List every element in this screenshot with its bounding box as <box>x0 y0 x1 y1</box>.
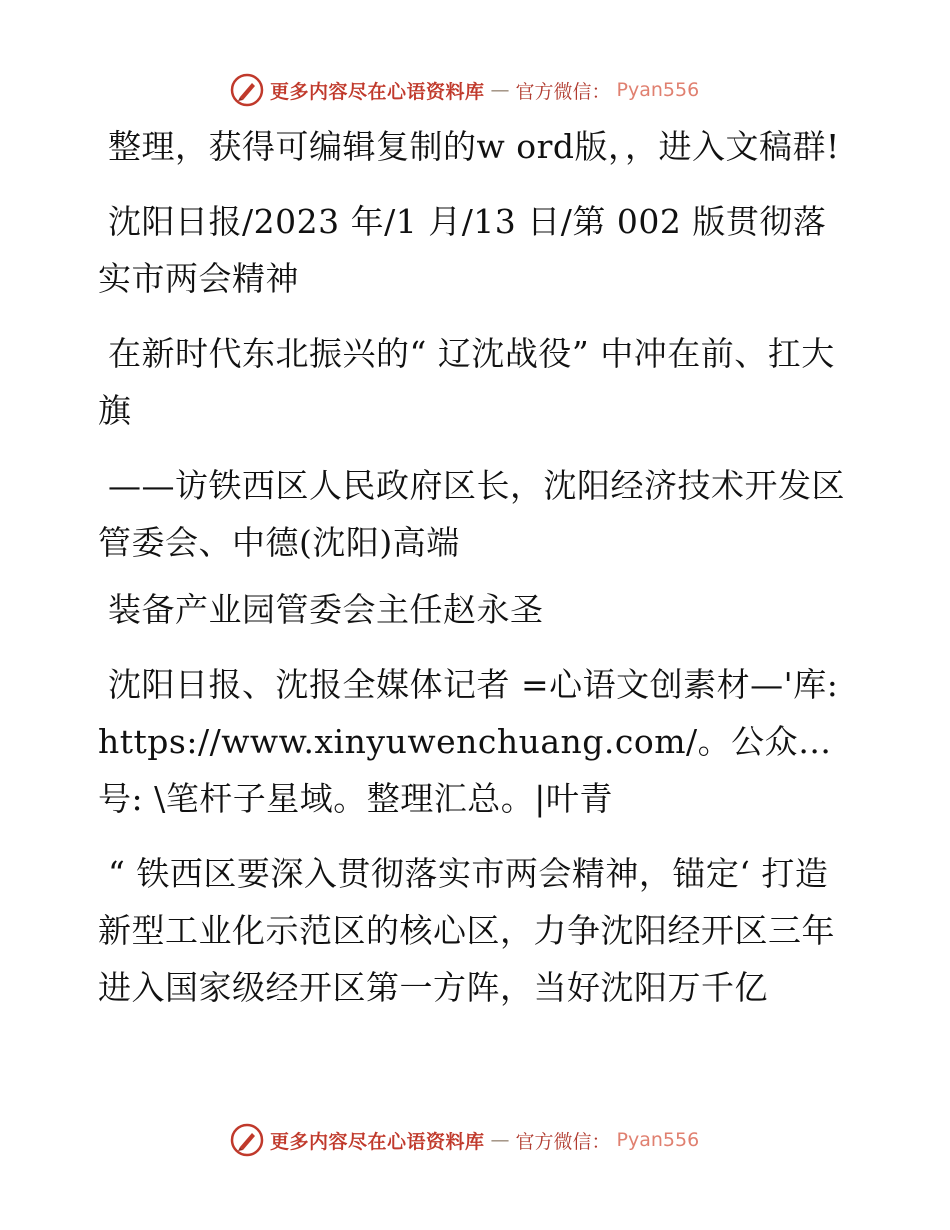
watermark-separator: — <box>490 1129 510 1151</box>
watermark-label: 官方微信： <box>515 80 611 103</box>
document-body <box>98 118 858 1034</box>
footer-watermark <box>230 1120 750 1160</box>
watermark-main-text: 更多内容尽在心语资料库 <box>270 80 485 103</box>
paragraph-intro: 整理，获得可编辑复制的w ord版，，进入文稿群! <box>108 127 840 166</box>
paragraph-byline: 沈阳日报、沈报全媒体记者 =心语文创素材—'库: https://www.xinyuwenchuang.com/。公众…号: \笔杆子星域。整理汇总。|叶青 <box>98 665 839 818</box>
watermark-main-text: 更多内容尽在心语资料库 <box>270 1130 485 1153</box>
paragraph-source-line: 沈阳日报/2023 年/1 月/13 日/第 002 版贯彻落实市两会精神 <box>98 202 827 298</box>
paragraph-subtitle-continued: 装备产业园管委会主任赵永圣 <box>108 590 544 629</box>
header-watermark <box>230 70 750 110</box>
watermark-wechat-id: Pyan556 <box>616 1129 700 1151</box>
watermark-separator: — <box>490 79 510 101</box>
paragraph-headline: 在新时代东北振兴的“ 辽沈战役” 中冲在前、扛大旗 <box>98 334 835 430</box>
watermark-wechat-id: Pyan556 <box>616 79 700 101</box>
paragraph-body: “ 铁西区要深入贯彻落实市两会精神，锚定‘ 打造新型工业化示范区的核心区，力争沈阳经开区三年进入国家级经开区第一方阵，当好沈阳万千亿 <box>98 854 835 1007</box>
paragraph-subtitle: ——访铁西区人民政府区长，沈阳经济技术开发区管委会、中德(沈阳)高端 <box>98 466 845 562</box>
quill-pen-logo-icon <box>230 1123 264 1157</box>
quill-pen-logo-icon <box>230 73 264 107</box>
watermark-label: 官方微信： <box>515 1130 611 1153</box>
